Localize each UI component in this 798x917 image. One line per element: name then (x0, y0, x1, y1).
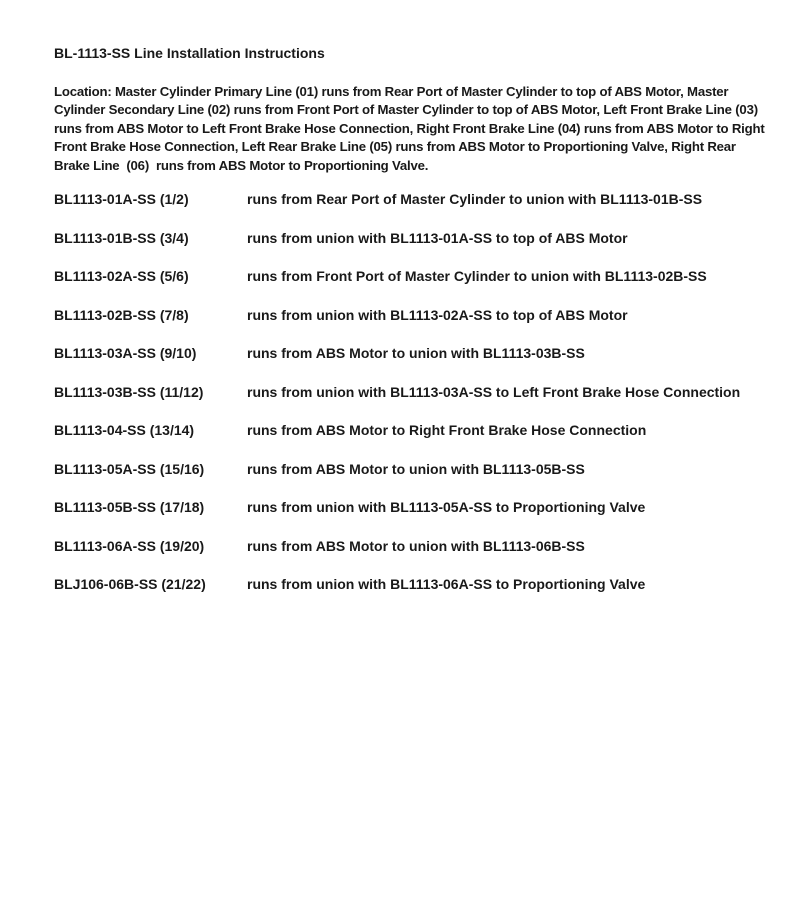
line-item (54, 383, 760, 402)
location-paragraph-line: Brake Line (06) runs from ABS Motor to Proportioning Valve. (54, 157, 429, 173)
part-number: BL1113-06A-SS (19/20) (54, 537, 205, 554)
line-item (54, 575, 760, 594)
part-number: BL1113-03B-SS (11/12) (54, 383, 204, 400)
part-description: runs from Front Port of Master Cylinder to union with BL1113-02B-SS (247, 268, 707, 285)
location-paragraph-line: Front Brake Hose Connection, Left Rear Brake Line (05) runs from ABS Motor to Proportioning Valve, Right Rear (54, 139, 736, 155)
part-description: runs from union with BL1113-01A-SS to top of ABS Motor (247, 229, 628, 246)
part-description: runs from ABS Motor to Right Front Brake Hose Connection (247, 422, 647, 439)
part-description: runs from union with BL1113-06A-SS to Proportioning Valve (247, 576, 646, 593)
line-item (54, 190, 760, 209)
line-item (54, 421, 760, 440)
location-paragraph-line: Location: Master Cylinder Primary Line (01) runs from Rear Port of Master Cylinder to top of ABS Motor, Master (54, 84, 729, 99)
part-number: BLJ106-06B-SS (21/22) (54, 576, 206, 593)
line-item-list (54, 190, 760, 594)
line-item (54, 267, 760, 286)
page-title: BL-1113-SS Line Installation Instructions (54, 45, 325, 61)
part-description: runs from union with BL1113-03A-SS to Left Front Brake Hose Connection (247, 383, 741, 400)
part-description: runs from ABS Motor to union with BL1113-05B-SS (247, 460, 585, 477)
part-description: runs from ABS Motor to union with BL1113-03B-SS (247, 345, 585, 362)
line-item (54, 460, 760, 479)
line-item (54, 344, 760, 363)
part-number: BL1113-02A-SS (5/6) (54, 268, 189, 285)
part-number: BL1113-05A-SS (15/16) (54, 460, 205, 477)
part-description: runs from Rear Port of Master Cylinder to union with BL1113-01B-SS (247, 191, 703, 208)
part-description: runs from union with BL1113-05A-SS to Proportioning Valve (247, 499, 646, 516)
part-description: runs from union with BL1113-02A-SS to top of ABS Motor (247, 306, 628, 323)
part-number: BL1113-01B-SS (3/4) (54, 229, 189, 246)
part-description: runs from ABS Motor to union with BL1113-06B-SS (247, 537, 585, 554)
location-paragraph-line: runs from ABS Motor to Left Front Brake Hose Connection, Right Front Brake Line (04) runs from ABS Motor to Right (54, 120, 765, 136)
location-paragraph-line: Cylinder Secondary Line (02) runs from Front Port of Master Cylinder to top of ABS Motor, Left Front Brake Line (03) (54, 102, 758, 118)
part-number: BL1113-05B-SS (17/18) (54, 499, 205, 516)
line-item (54, 498, 760, 517)
line-item (54, 306, 760, 325)
location-paragraph (54, 83, 765, 175)
line-item (54, 537, 760, 556)
line-item (54, 229, 760, 248)
part-number: BL1113-04-SS (13/14) (54, 422, 195, 439)
part-number: BL1113-02B-SS (7/8) (54, 306, 189, 323)
part-number: BL1113-01A-SS (1/2) (54, 191, 189, 208)
part-number: BL1113-03A-SS (9/10) (54, 345, 197, 362)
